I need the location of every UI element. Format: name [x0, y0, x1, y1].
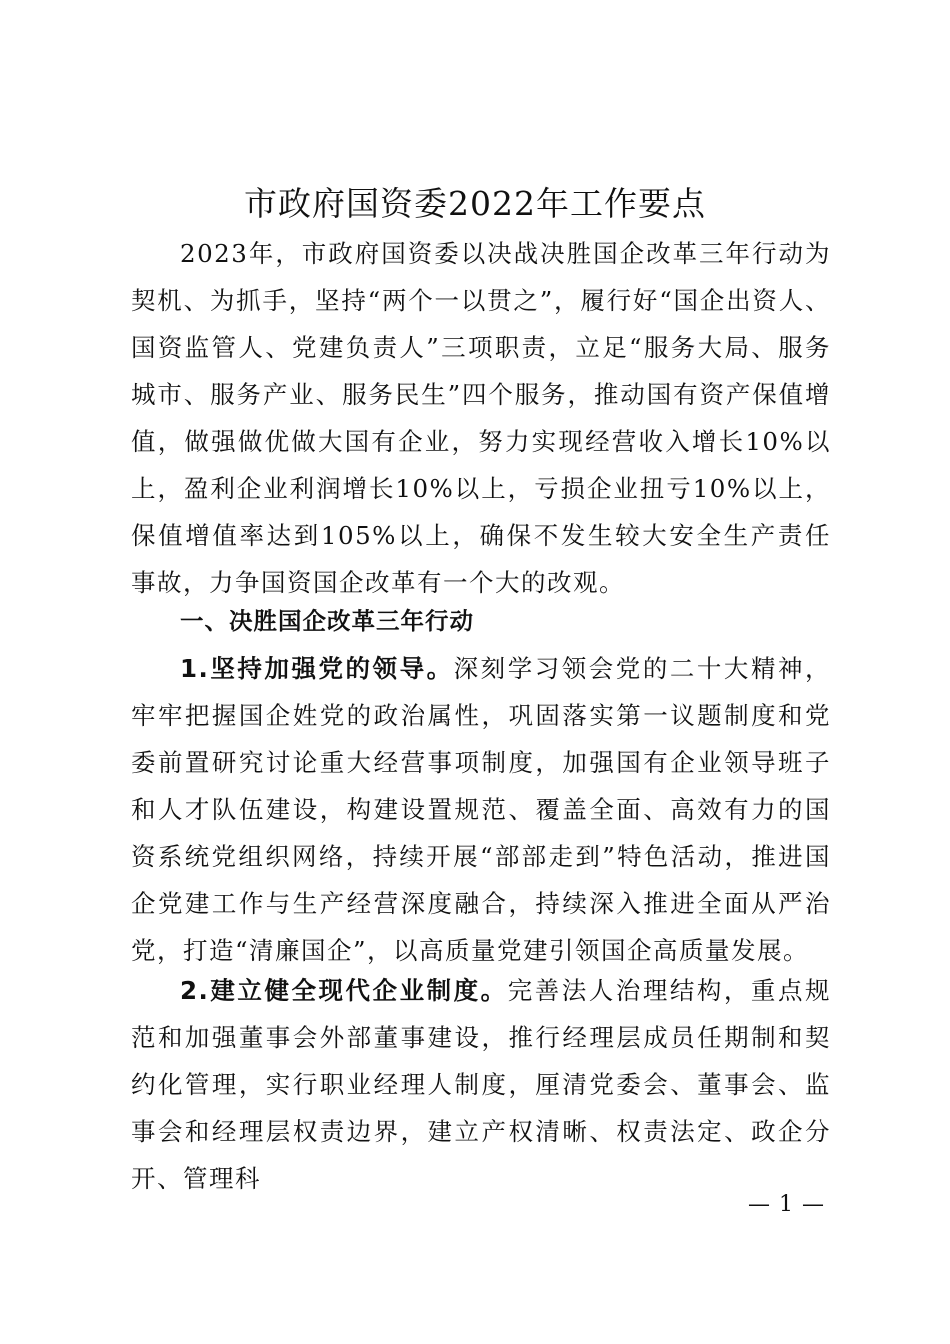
intro-paragraph: 2023年，市政府国资委以决战决胜国企改革三年行动为契机、为抓手，坚持“两个一以贯之”，履行好“国企出资人、国资监管人、党建负责人”三项职责，立足“服务大局、服务城市、服务产业、服务民生”四个服务，推动国有资产保值增值，做强做优做大国有企业，努力实现经营收入增长10%以上，盈利企业利润增长10%以上，亏损企业扭亏10%以上，保值增值率达到105%以上，确保不发生较大安全生产责任事故，力争国资国企改革有一个大的改观。 — [131, 239, 831, 597]
item-1-paragraph — [131, 645, 831, 974]
section-heading-1: 一、决胜国企改革三年行动 — [180, 607, 474, 635]
document-title: 市政府国资委2022年工作要点 — [244, 184, 706, 223]
item-2-lead: 2.建立健全现代企业制度。 — [180, 976, 508, 1005]
item-2-text: 完善法人治理结构，重点规范和加强董事会外部董事建设，推行经理层成员任期制和契约化管理，实行职业经理人制度，厘清党委会、董事会、监事会和经理层权责边界，建立产权清晰、权责法定、政企分开、管理科 — [131, 976, 831, 1193]
item-2-paragraph — [131, 967, 831, 1202]
item-1-lead: 1.坚持加强党的领导。 — [180, 654, 454, 683]
page-number: — 1 — — [748, 1192, 825, 1217]
item-1-text: 深刻学习领会党的二十大精神，牢牢把握国企姓党的政治属性，巩固落实第一议题制度和党委前置研究讨论重大经营事项制度，加强国有企业领导班子和人才队伍建设，构建设置规范、覆盖全面、高效有力的国资系统党组织网络，持续开展“部部走到”特色活动，推进国企党建工作与生产经营深度融合，持续深入推进全面从严治党，打造“清廉国企”，以高质量党建引领国企高质量发展。 — [131, 654, 832, 965]
